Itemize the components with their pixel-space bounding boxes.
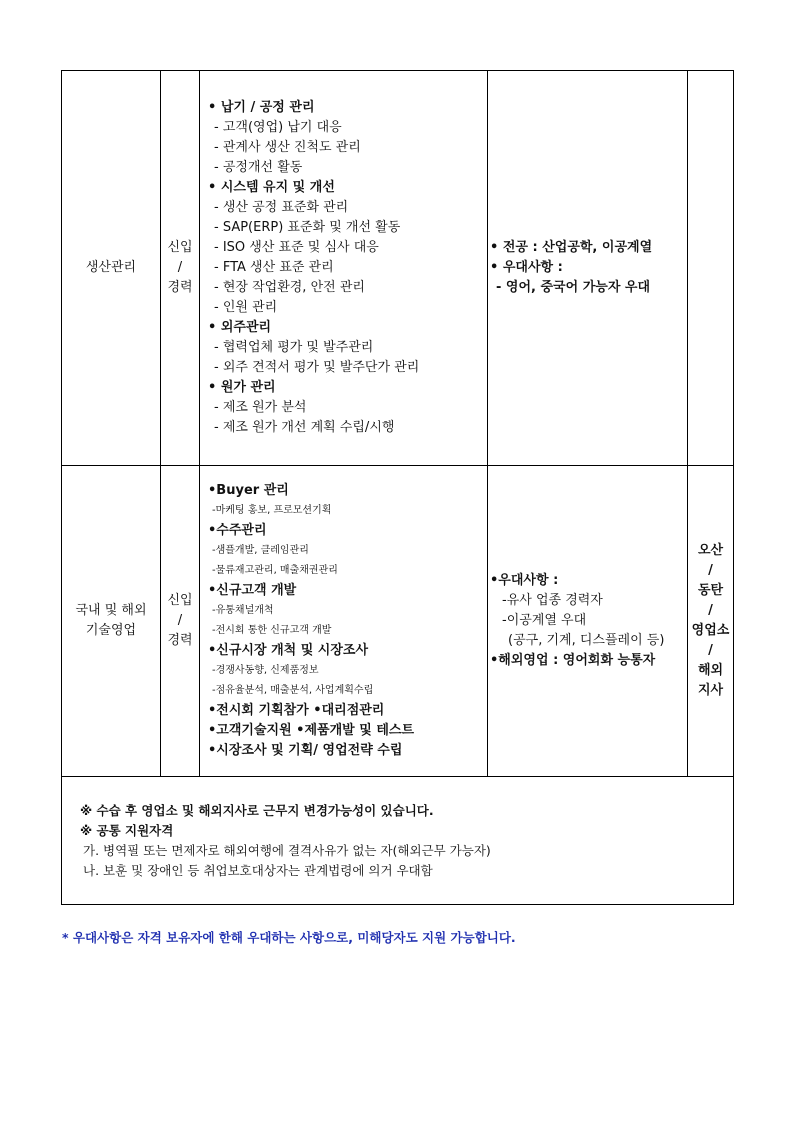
duty-line: - ISO 생산 표준 및 심사 대응: [214, 240, 379, 255]
duty-line: -점유율분석, 매출분석, 사업계획수립: [212, 685, 374, 696]
location-line: 해외: [697, 663, 724, 678]
note-line: ※ 공통 지원자격: [80, 822, 174, 838]
hire-type-line: /: [177, 260, 183, 275]
duty-line: - 고객(영업) 납기 대응: [214, 120, 342, 135]
duty-line: - 현장 작업환경, 안전 관리: [214, 280, 365, 295]
notes-list: [62, 801, 733, 881]
footnote: * 우대사항은 자격 보유자에 한해 우대하는 사항으로, 미해당자도 지원 가능합니다.: [62, 930, 516, 945]
qualification-line: • 우대사항 :: [490, 260, 563, 275]
location-cell: [688, 466, 734, 777]
location-list: [688, 541, 733, 701]
qualification-line: •해외영업 : 영어회화 능통자: [490, 653, 656, 668]
hire-type-line: 신입: [167, 240, 193, 255]
duties-list: [200, 98, 487, 438]
location-line: /: [708, 563, 713, 578]
duties-list: [200, 481, 487, 761]
qualification-line: (공구, 기계, 디스플레이 등): [508, 633, 665, 648]
duty-line: - 인원 관리: [214, 300, 278, 315]
notes-cell: [62, 777, 734, 905]
duty-line: - 외주 견적서 평가 및 발주단가 관리: [214, 360, 420, 375]
duty-line: •시장조사 및 기획/ 영업전략 수립: [208, 743, 403, 758]
qualification-line: -유사 업종 경력자: [502, 593, 603, 608]
location-line: 영업소: [691, 623, 730, 638]
location-line: /: [708, 643, 713, 658]
duty-line: - 협력업체 평가 및 발주관리: [214, 340, 374, 355]
duty-line: •신규시장 개척 및 시장조사: [208, 643, 369, 658]
field-cell: [62, 466, 161, 777]
duties-cell: [200, 466, 488, 777]
hire-type-line: 경력: [167, 280, 193, 295]
hire-type-line: 신입: [167, 593, 193, 608]
note-line: 가. 병역필 또는 면제자로 해외여행에 결격사유가 없는 자(해외근무 가능자): [83, 842, 491, 858]
field-cell: [62, 71, 161, 466]
hire-type-line: /: [177, 613, 183, 628]
duty-line: -물류재고관리, 매출채권관리: [212, 565, 338, 576]
location-line: 동탄: [697, 583, 724, 598]
duty-line: - 생산 공정 표준화 관리: [214, 200, 349, 215]
qualification-line: - 영어, 중국어 가능자 우대: [496, 280, 651, 295]
location-cell: [688, 71, 734, 466]
duty-line: - SAP(ERP) 표준화 및 개선 활동: [214, 220, 401, 235]
duty-line: •전시회 기획참가 •대리점관리: [208, 703, 385, 718]
notes-row: [62, 777, 734, 905]
duty-line: - FTA 생산 표준 관리: [214, 260, 334, 275]
field-name: 국내 및 해외: [75, 603, 147, 618]
duty-line: -유통채널개척: [212, 605, 274, 616]
hire-type-line: 경력: [167, 633, 193, 648]
hire-type-cell: [161, 466, 200, 777]
duty-line: • 외주관리: [208, 320, 272, 335]
location-line: 오산: [697, 543, 724, 558]
field-name: 생산관리: [85, 260, 137, 275]
duty-line: - 공정개선 활동: [214, 160, 303, 175]
duty-line: • 원가 관리: [208, 380, 276, 395]
duty-line: - 관계사 생산 진척도 관리: [214, 140, 361, 155]
duty-line: - 제조 원가 개선 계획 수립/시행: [214, 420, 395, 435]
duty-line: - 제조 원가 분석: [214, 400, 307, 415]
table-row: [62, 71, 734, 466]
duty-line: • 시스템 유지 및 개선: [208, 180, 335, 195]
field-name: 기술영업: [85, 623, 137, 638]
hire-type-cell: [161, 71, 200, 466]
duty-line: •수주관리: [208, 523, 267, 538]
note-line: 나. 보훈 및 장애인 등 취업보호대상자는 관계법령에 의거 우대함: [83, 862, 433, 878]
duty-line: •Buyer 관리: [208, 483, 289, 498]
duty-line: -샘플개발, 클레임관리: [212, 545, 309, 556]
qualification-line: • 전공 : 산업공학, 이공계열: [490, 240, 653, 255]
qualification-line: -이공계열 우대: [502, 613, 587, 628]
duties-cell: [200, 71, 488, 466]
qualification-line: •우대사항 :: [490, 573, 559, 588]
qualifications-list: [488, 571, 687, 671]
qualifications-cell: [488, 466, 688, 777]
qualifications-list: [488, 238, 687, 298]
duty-line: -전시회 통한 신규고객 개발: [212, 625, 332, 636]
duty-line: • 납기 / 공정 관리: [208, 100, 315, 115]
location-line: 지사: [697, 683, 724, 698]
note-line: ※ 수습 후 영업소 및 해외지사로 근무지 변경가능성이 있습니다.: [80, 802, 434, 818]
job-table: [61, 70, 734, 905]
duty-line: -경쟁사동향, 신제품정보: [212, 665, 319, 676]
location-line: /: [708, 603, 713, 618]
table-row: [62, 466, 734, 777]
duty-line: -마케팅 홍보, 프로모션기획: [212, 505, 332, 516]
duty-line: •고객기술지원 •제품개발 및 테스트: [208, 723, 415, 738]
qualifications-cell: [488, 71, 688, 466]
duty-line: •신규고객 개발: [208, 583, 297, 598]
